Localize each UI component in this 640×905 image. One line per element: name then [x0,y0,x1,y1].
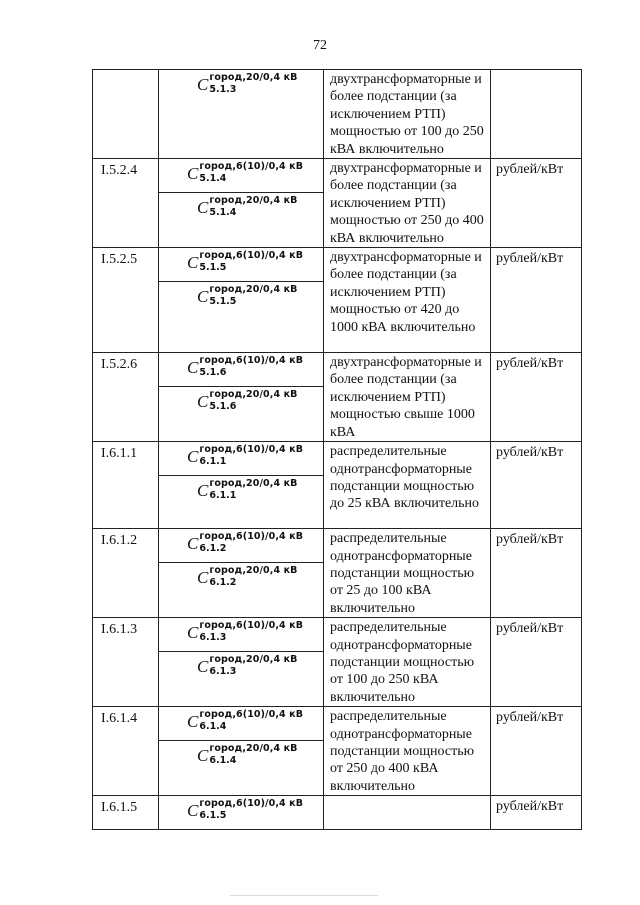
row-description: распределительные однотрансформаторные подстанции мощностью от 100 до 250 кВА включительно [324,618,491,707]
rate-symbol-base: C [187,253,199,273]
rate-symbol-scripts [209,284,297,308]
rate-symbol [159,707,323,740]
row-unit: рублей/кВт [491,248,582,353]
rate-symbol-base: C [197,287,209,307]
rate-symbol-subscript: 5.1.4 [209,207,237,219]
rate-symbol-subscript: 6.1.1 [209,490,237,502]
row-unit [491,70,582,159]
row-code: I.5.2.5 [93,248,159,353]
rate-symbol-superscript: город,20/0,4 кВ [209,565,298,577]
rate-symbol-base: C [197,568,209,588]
rate-symbol [159,159,323,192]
rate-symbol-base: C [187,623,199,643]
table-row [93,248,582,353]
row-code: I.6.1.5 [93,796,159,830]
rate-symbol-superscript: город,20/0,4 кВ [209,478,298,490]
row-description: двухтрансформаторные и более подстанции (за исключением РТП) мощностью от 420 до 1000 кВА включительно [324,248,491,353]
rate-symbol-superscript: город,20/0,4 кВ [209,654,298,666]
rate-symbol-subscript: 5.1.4 [199,173,227,185]
rate-symbol [159,651,323,684]
row-code: I.5.2.4 [93,159,159,248]
rate-symbol [159,248,323,281]
rate-symbol-scripts [199,620,303,644]
scan-footer-line [230,895,378,896]
rate-symbol-superscript: город,6(10)/0,4 кВ [199,250,304,262]
rate-symbol-scripts [209,654,297,678]
rate-symbol-superscript: город,6(10)/0,4 кВ [199,620,304,632]
row-unit: рублей/кВт [491,529,582,618]
rate-symbol [159,475,323,508]
rate-symbol [159,70,323,103]
rate-symbol [159,529,323,562]
row-code: I.6.1.4 [93,707,159,796]
rate-symbol-subscript: 6.1.4 [209,755,237,767]
row-code: I.5.2.6 [93,353,159,442]
rate-symbol-cell [159,159,324,248]
rate-symbol-base: C [197,746,209,766]
rate-symbol-subscript: 5.1.6 [209,401,237,413]
rate-symbol-base: C [197,657,209,677]
rate-symbol-superscript: город,6(10)/0,4 кВ [199,444,304,456]
rate-symbol-superscript: город,6(10)/0,4 кВ [199,355,304,367]
table-row [93,707,582,796]
rate-symbol-subscript: 5.1.6 [199,367,227,379]
rate-symbol-superscript: город,20/0,4 кВ [209,195,298,207]
rate-symbol-scripts [199,161,303,185]
rate-symbol-base: C [187,801,199,821]
rate-symbol-scripts [199,709,303,733]
rate-symbol [159,281,323,314]
rate-symbol [159,386,323,419]
rate-symbol-scripts [199,355,303,379]
rate-symbol-cell [159,529,324,618]
row-unit: рублей/кВт [491,159,582,248]
rate-symbol-subscript: 5.1.5 [209,296,237,308]
rate-symbol-superscript: город,6(10)/0,4 кВ [199,531,304,543]
rate-symbol-superscript: город,20/0,4 кВ [209,284,298,296]
row-code: I.6.1.3 [93,618,159,707]
rate-symbol-base: C [197,75,209,94]
rate-symbol-subscript: 6.1.1 [199,456,227,468]
row-code: I.6.1.1 [93,442,159,529]
rate-symbol-cell [159,796,324,830]
row-unit: рублей/кВт [491,442,582,529]
row-unit: рублей/кВт [491,353,582,442]
row-unit: рублей/кВт [491,796,582,830]
rate-symbol-superscript: город,20/0,4 кВ [209,743,298,755]
rate-symbol-cell [159,70,324,159]
rate-symbol-subscript: 5.1.3 [209,84,237,95]
table-row [93,529,582,618]
row-description: распределительные однотрансформаторные подстанции мощностью от 25 до 100 кВА включительно [324,529,491,618]
rate-symbol [159,740,323,773]
row-description: распределительные однотрансформаторные подстанции мощностью до 25 кВА включительно [324,442,491,529]
rate-symbol-subscript: 5.1.5 [199,262,227,274]
rate-symbol-cell [159,248,324,353]
rate-symbol [159,796,323,829]
rate-symbol-scripts [199,531,303,555]
rate-symbol-subscript: 6.1.5 [199,810,227,822]
rate-symbol-base: C [187,358,199,378]
rate-symbol-base: C [197,481,209,501]
table-row [93,442,582,529]
rate-symbol-scripts [209,389,297,413]
rate-symbol-base: C [187,534,199,554]
table-row [93,159,582,248]
rate-symbol [159,353,323,386]
row-description: распределительные однотрансформаторные подстанции мощностью от 250 до 400 кВА включительно [324,707,491,796]
rate-symbol-scripts [209,743,297,767]
rate-symbol [159,618,323,651]
rate-symbol-scripts [209,565,297,589]
row-unit: рублей/кВт [491,618,582,707]
table-row [93,618,582,707]
rate-symbol-base: C [187,447,199,467]
row-description: двухтрансформаторные и более подстанции (за исключением РТП) мощностью от 100 до 250 кВА включительно [324,70,491,159]
rate-symbol-superscript: город,6(10)/0,4 кВ [199,798,304,810]
page-number: 72 [313,38,327,53]
rate-symbol-cell [159,618,324,707]
rate-symbol-scripts [209,195,297,219]
rate-symbol-subscript: 6.1.2 [209,577,237,589]
tariff-table-body [93,70,582,830]
row-description: двухтрансформаторные и более подстанции (за исключением РТП) мощностью от 250 до 400 кВА включительно [324,159,491,248]
rate-symbol-subscript: 6.1.3 [199,632,227,644]
row-code: I.6.1.2 [93,529,159,618]
rate-symbol [159,192,323,225]
rate-symbol-cell [159,442,324,529]
row-description [324,796,491,830]
rate-symbol-base: C [187,164,199,184]
rate-symbol-base: C [197,198,209,218]
rate-symbol-scripts [209,478,297,502]
rate-symbol [159,442,323,475]
rate-symbol-scripts [209,72,297,96]
rate-symbol-base: C [197,392,209,412]
rate-symbol-scripts [199,444,303,468]
rate-symbol-cell [159,353,324,442]
rate-symbol [159,562,323,595]
tariff-table [92,69,582,830]
table-row [93,70,582,159]
rate-symbol-scripts [199,798,303,822]
row-description: двухтрансформаторные и более подстанции (за исключением РТП) мощностью свыше 1000 кВА [324,353,491,442]
rate-symbol-subscript: 6.1.2 [199,543,227,555]
row-code [93,70,159,159]
rate-symbol-superscript: город,6(10)/0,4 кВ [199,161,304,173]
rate-symbol-cell [159,707,324,796]
rate-symbol-base: C [187,712,199,732]
table-row [93,796,582,830]
rate-symbol-superscript: город,6(10)/0,4 кВ [199,709,304,721]
rate-symbol-superscript: город,20/0,4 кВ [209,72,298,83]
row-unit: рублей/кВт [491,707,582,796]
table-row [93,353,582,442]
rate-symbol-subscript: 6.1.4 [199,721,227,733]
rate-symbol-subscript: 6.1.3 [209,666,237,678]
rate-symbol-superscript: город,20/0,4 кВ [209,389,298,401]
rate-symbol-scripts [199,250,303,274]
